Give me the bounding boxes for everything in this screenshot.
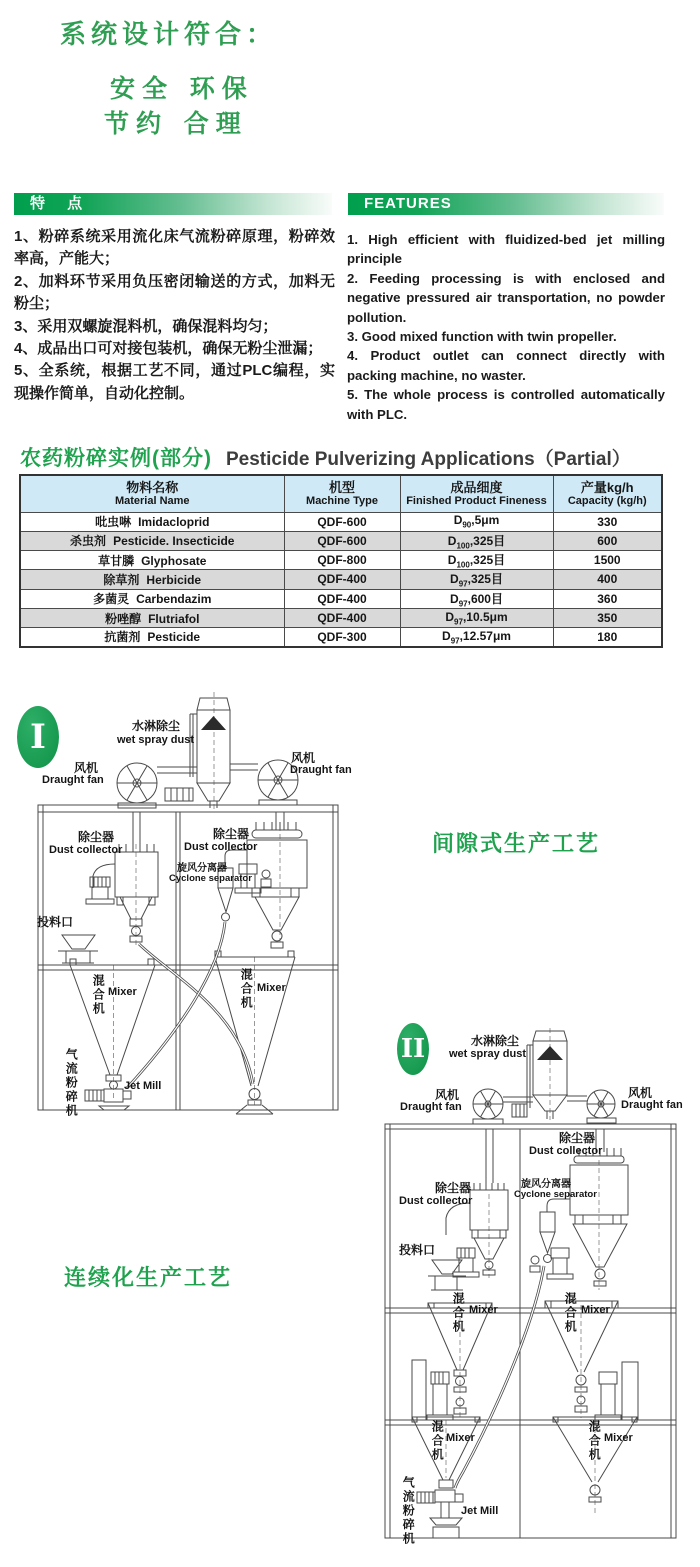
fineness-value: ,325目 (469, 552, 506, 567)
material-cn: 粉唑醇 (105, 611, 142, 626)
features-en-header-bar: FEATURES (348, 193, 664, 215)
table-row (20, 570, 662, 589)
fineness-value: ,325目 (469, 533, 506, 548)
header-en: Material Name (114, 494, 190, 507)
col-material-name (20, 475, 284, 512)
table-row (20, 589, 662, 608)
feature-item: 5、全系统，根据工艺不同，通过PLC编程，实现操作简单，自动化控制。 (14, 362, 335, 402)
machine-type: QDF-800 (284, 550, 400, 569)
col-machine-type (284, 475, 400, 512)
feature-item: 4、成品出口可对接包装机，确保无粉尘泄漏； (14, 340, 323, 358)
feature-item: 4. Product outlet can connect directly with packing machine, no waster. (347, 348, 665, 383)
draught-fan-label-en: Draught fan (400, 1101, 462, 1113)
material-cn: 杀虫剂 (70, 534, 107, 549)
feed-inlet-label: 投料口 (37, 915, 74, 929)
d-prefix: D (450, 572, 459, 587)
fineness-value: ,12.57μm (459, 628, 511, 643)
capacity: 350 (553, 609, 662, 628)
mixer-label-en: Mixer (469, 1304, 498, 1316)
feature-item: 3、采用双螺旋混料机，确保混料均匀； (14, 317, 278, 335)
cyclone-separator-label-cn: 旋风分离器 (177, 863, 227, 874)
applications-title (20, 442, 631, 472)
applications-title-en: Pesticide Pulverizing Applications（Partial） (226, 449, 631, 470)
capacity: 180 (553, 628, 662, 647)
draught-fan-label-cn: 风机 (435, 1088, 460, 1102)
capacity: 330 (553, 512, 662, 531)
wet-spray-dust-label-en: wet spray dust (449, 1048, 527, 1060)
material-en: Herbicide (146, 572, 202, 587)
process-number-badge: II (397, 1023, 429, 1075)
dust-collector-label-en: Dust collector (49, 844, 123, 856)
header-cn: 成品细度 (450, 479, 503, 495)
feature-item: 3. Good mixed function with twin propeller. (347, 329, 617, 345)
fineness (400, 609, 553, 628)
batch-process-diagram (14, 678, 394, 1133)
intro-line-1: 系统设计符合： (60, 20, 278, 50)
fineness (400, 628, 553, 647)
material-cn: 多菌灵 (93, 592, 130, 607)
mixer-label-cn: 混合机 (430, 1420, 445, 1462)
fineness (400, 570, 553, 589)
d-subscript: 100 (456, 560, 470, 570)
material-cn: 除草剂 (103, 572, 140, 587)
feature-item: 2. Feeding processing is with enclosed and negative pressured air transportation, no powder pollution. (347, 270, 665, 325)
wet-spray-dust-label-en: wet spray dust (117, 734, 195, 746)
d-subscript: 97 (458, 579, 468, 589)
cyclone-separator-label-cn: 旋风分离器 (521, 1179, 571, 1190)
mixer-label-cn: 混合机 (563, 1292, 578, 1334)
material-en: Glyphosate (141, 553, 207, 568)
material-en: Imidacloprid (138, 515, 210, 529)
applications-title-cn: 农药粉碎实例(部分) (20, 447, 212, 470)
batch-process-caption: 间隙式生产工艺 (432, 831, 601, 856)
d-subscript: 90 (462, 520, 472, 530)
fineness (400, 531, 553, 550)
intro-line-2: 安全 环保 (110, 74, 254, 103)
table-row (20, 628, 662, 647)
fineness (400, 550, 553, 569)
material-cn: 抗菌剂 (104, 630, 141, 645)
d-subscript: 97 (450, 636, 460, 645)
applications-table (19, 474, 663, 648)
d-prefix: D (442, 628, 451, 643)
header-en: Finished Product Fineness (406, 494, 547, 507)
feature-item: 2、加料环节采用负压密闭输送的方式，加料无粉尘； (14, 272, 335, 313)
features-en-list (347, 230, 665, 424)
process-number-badge: I (17, 706, 59, 768)
mixer-label-cn: 混合机 (587, 1420, 602, 1462)
dust-collector-label-cn: 除尘器 (435, 1181, 472, 1195)
continuous-process-diagram (383, 1020, 683, 1545)
draught-fan-label-en: Draught fan (42, 774, 104, 786)
dust-collector-label-cn: 除尘器 (559, 1131, 596, 1145)
mixer-label-cn: 混合机 (451, 1292, 466, 1334)
capacity: 600 (553, 531, 662, 550)
feed-inlet-label: 投料口 (399, 1243, 436, 1257)
material-en: Flutriafol (148, 611, 200, 626)
dust-collector-label-en: Dust collector (184, 841, 258, 853)
d-prefix: D (445, 609, 455, 624)
col-fineness (400, 475, 553, 512)
machine-type: QDF-400 (284, 589, 400, 608)
material-en: Carbendazim (136, 592, 212, 607)
fineness-value: ,10.5μm (462, 609, 508, 624)
mixer-label-en: Mixer (257, 982, 286, 994)
draught-fan-label-cn: 风机 (291, 751, 316, 765)
wet-spray-dust-label-cn: 水淋除尘 (471, 1034, 520, 1048)
material-cn: 草甘膦 (98, 553, 135, 568)
draught-fan-label-cn: 风机 (628, 1086, 653, 1100)
header-en: Machine Type (306, 494, 378, 507)
header-en: Capacity (kg/h) (567, 494, 647, 507)
fineness-value: ,5μm (471, 513, 500, 528)
mixer-label-en: Mixer (446, 1432, 475, 1444)
continuous-process-caption: 连续化生产工艺 (64, 1265, 233, 1290)
material-en: Pesticide (147, 630, 201, 645)
table-row (20, 512, 662, 531)
draught-fan-label-cn: 风机 (74, 761, 99, 775)
mixer-label-en: Mixer (604, 1432, 633, 1444)
material-en: Pesticide. Insecticide (113, 534, 235, 549)
capacity: 360 (553, 589, 662, 608)
machine-type: QDF-600 (284, 512, 400, 531)
header-cn: 产量kg/h (580, 479, 634, 495)
feature-item: 1、粉碎系统采用流化床气流粉碎原理，粉碎效率高，产能大； (14, 228, 335, 268)
jet-mill-label-cn: 气流粉碎机 (401, 1476, 416, 1546)
d-prefix: D (450, 591, 459, 606)
cyclone-separator-label-en: Cyclone separator (169, 873, 252, 884)
intro-line-3: 节约 合理 (104, 109, 248, 138)
mixer-label-cn: 混合机 (239, 968, 254, 1010)
jet-mill-label-en: Jet Mill (461, 1505, 499, 1517)
table-row (20, 550, 662, 569)
d-prefix: D (453, 513, 463, 528)
d-prefix: D (447, 533, 457, 548)
fineness (400, 512, 553, 531)
wet-spray-dust-label-cn: 水淋除尘 (132, 719, 181, 733)
capacity: 400 (553, 570, 662, 589)
table-row (20, 531, 662, 550)
d-prefix: D (447, 552, 457, 567)
machine-type: QDF-600 (284, 531, 400, 550)
d-subscript: 97 (458, 599, 468, 609)
jet-mill-label-en: Jet Mill (124, 1080, 162, 1092)
dust-collector-label-en: Dust collector (529, 1145, 603, 1157)
draught-fan-label-en: Draught fan (290, 764, 352, 776)
fineness-value: ,600目 (467, 591, 503, 606)
capacity: 1500 (553, 550, 662, 569)
feature-item: 5. The whole process is controlled automatically with PLC. (347, 387, 665, 422)
mixer-label-en: Mixer (581, 1304, 610, 1316)
header-cn: 物料名称 (126, 479, 179, 495)
d-subscript: 97 (454, 617, 463, 627)
table-row (20, 609, 662, 628)
feature-item: 1. High efficient with fluidized-bed jet milling principle (347, 232, 665, 267)
draught-fan-label-en: Draught fan (621, 1099, 683, 1111)
machine-type: QDF-400 (284, 570, 400, 589)
cyclone-separator-label-en: Cyclone separator (514, 1189, 597, 1200)
header-cn: 机型 (328, 479, 355, 495)
dust-collector-label-en: Dust collector (399, 1195, 473, 1207)
table-header-row (20, 475, 662, 512)
machine-type: QDF-300 (284, 628, 400, 647)
dust-collector-label-cn: 除尘器 (213, 827, 250, 841)
fineness (400, 589, 553, 608)
dust-collector-label-cn: 除尘器 (78, 830, 115, 844)
mixer-label-cn: 混合机 (91, 974, 106, 1016)
mixer-label-en: Mixer (108, 986, 137, 998)
d-subscript: 100 (456, 540, 470, 550)
features-cn-list (14, 226, 335, 405)
machine-type: QDF-400 (284, 609, 400, 628)
material-cn: 吡虫啉 (95, 515, 132, 529)
col-capacity (553, 475, 662, 512)
fineness-value: ,325目 (467, 572, 503, 587)
applications-table-wrap (19, 474, 663, 648)
jet-mill-label-cn: 气流粉碎机 (64, 1048, 79, 1118)
features-cn-header-bar: 特 点 (14, 193, 332, 215)
